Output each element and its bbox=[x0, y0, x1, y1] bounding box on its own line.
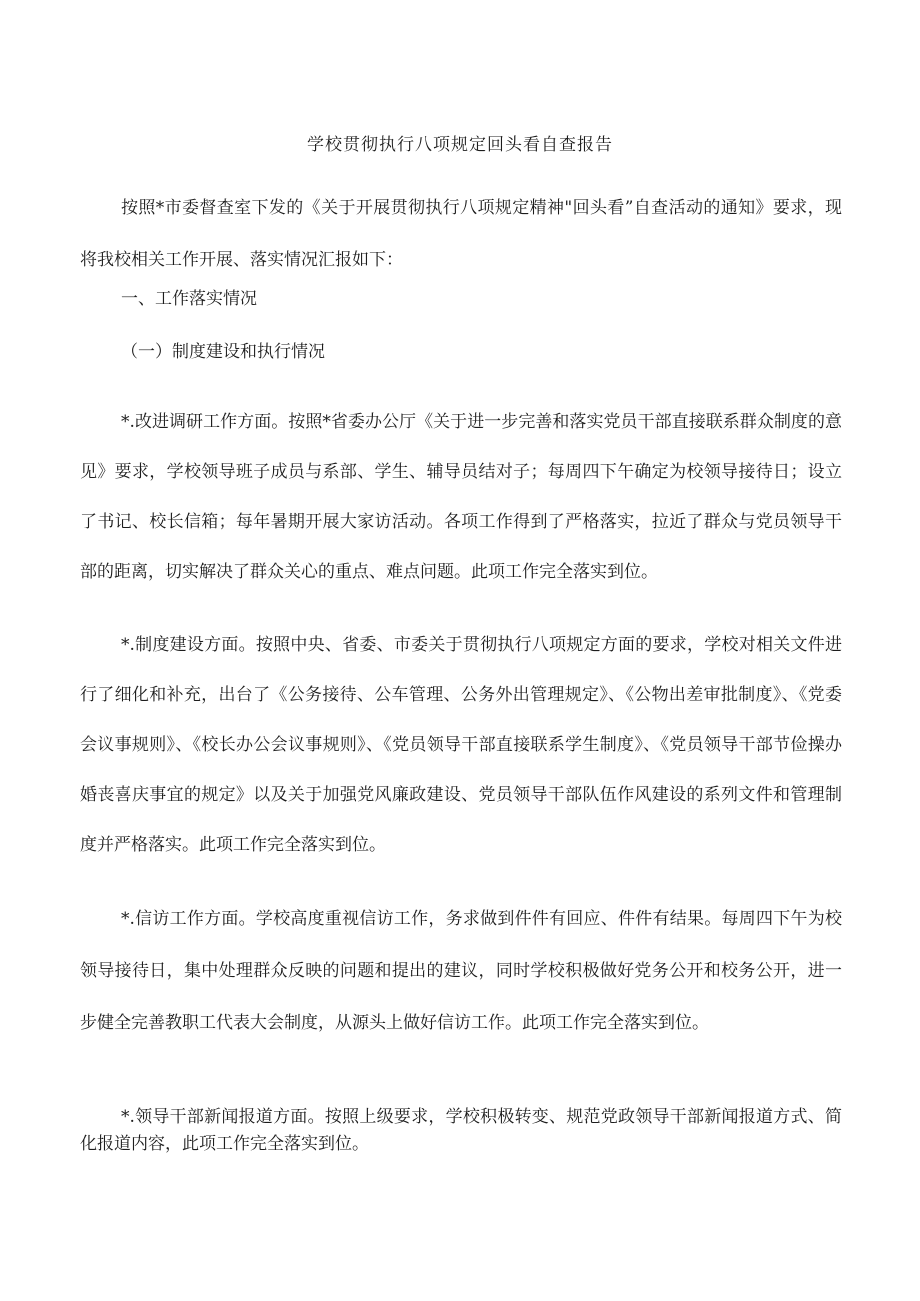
section-heading: 一、工作落实情况 bbox=[121, 289, 257, 309]
subsection-heading: （一）制度建设和执行情况 bbox=[121, 342, 325, 362]
paragraph-system-building: *.制度建设方面。按照中央、省委、市委关于贯彻执行八项规定方面的要求，学校对相关文件进行了细化和补充，出台了《公务接待、公车管理、公务外出管理规定》、《公物出差审批制度》、《党委会议事规则》、《校长办公会议事规则》、《党员领导干部直接联系学生制度》、《党员领导干部节俭操办婚丧喜庆事宜的规定》以及关于加强党风廉政建设、党员领导干部队伍作风建设的系列文件和管理制度并严格落实。此项工作完全落实到位。 bbox=[80, 635, 842, 855]
paragraph-research-work: *.改进调研工作方面。按照*省委办公厅《关于进一步完善和落实党员干部直接联系群众制度的意见》要求，学校领导班子成员与系部、学生、辅导员结对子；每周四下午确定为校领导接待日；设立了书记、校长信箱；每年暑期开展大家访活动。各项工作得到了严格落实，拉近了群众与党员领导干部的距离，切实解决了群众关心的重点、难点问题。此项工作完全落实到位。 bbox=[80, 412, 842, 582]
intro-paragraph: 按照*市委督查室下发的《关于开展贯彻执行八项规定精神"回头看”自查活动的通知》要求，现将我校相关工作开展、落实情况汇报如下： bbox=[80, 198, 842, 270]
document-title: 学校贯彻执行八项规定回头看自查报告 bbox=[307, 135, 613, 155]
paragraph-petition-work: *.信访工作方面。学校高度重视信访工作，务求做到件件有回应、件件有结果。每周四下午为校领导接待日，集中处理群众反映的问题和提出的建议，同时学校积极做好党务公开和校务公开，进一步健全完善教职工代表大会制度，从源头上做好信访工作。此项工作完全落实到位。 bbox=[80, 909, 842, 1033]
paragraph-news-reporting: *.领导干部新闻报道方面。按照上级要求，学校积极转变、规范党政领导干部新闻报道方式、简化报道内容，此项工作完全落实到位。 bbox=[80, 1107, 842, 1154]
